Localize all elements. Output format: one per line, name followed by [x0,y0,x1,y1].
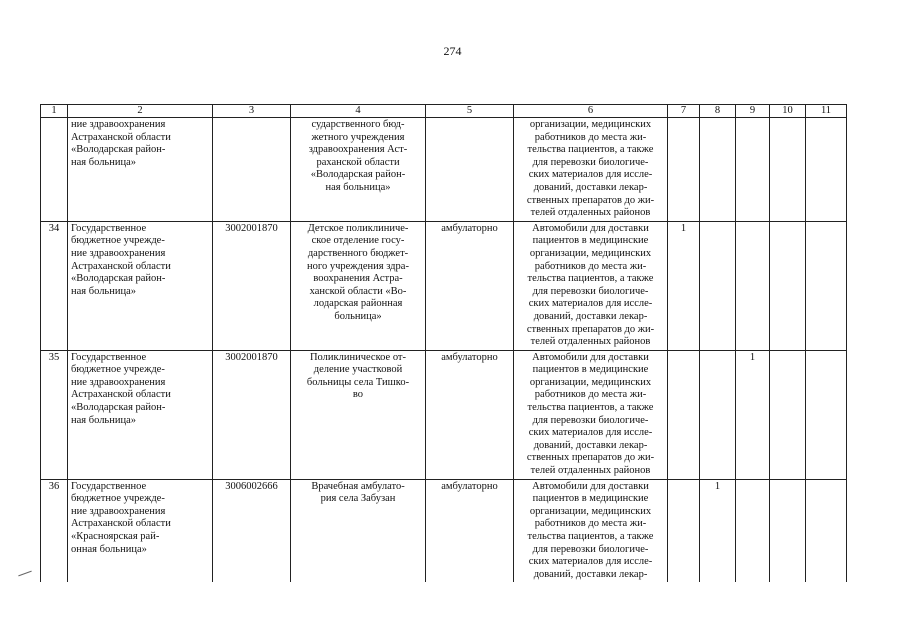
care-type [426,118,514,222]
row-number: 34 [41,221,68,350]
table-row [41,479,847,582]
unit-name: сударственного бюд- жетного учреждения здравоохранения Аст- раханской области «Володарская район- ная больница» [291,118,426,222]
count-col-8 [700,118,736,222]
unit-name: Детское поликлиниче- ское отделение госу- дарственного бюджет- ного учреждения здра- воохранения Астра- ханской области «Во- лодарская районная больница» [291,221,426,350]
column-header-2: 2 [68,105,213,118]
care-type: амбулаторно [426,479,514,582]
count-col-8: 1 [700,479,736,582]
count-col-7: 1 [668,221,700,350]
count-col-11 [806,221,847,350]
count-col-11 [806,118,847,222]
care-type: амбулаторно [426,221,514,350]
column-header-3: 3 [213,105,291,118]
care-type: амбулаторно [426,350,514,479]
organization-name: ние здравоохранения Астраханской области «Володарская район- ная больница» [68,118,213,222]
count-col-10 [770,479,806,582]
count-col-11 [806,350,847,479]
count-col-8 [700,221,736,350]
count-col-9: 1 [736,350,770,479]
count-col-9 [736,118,770,222]
inn-code: 3002001870 [213,350,291,479]
count-col-9 [736,221,770,350]
count-col-10 [770,221,806,350]
row-number: 35 [41,350,68,479]
count-col-7 [668,350,700,479]
scan-mark [18,571,31,577]
count-col-7 [668,118,700,222]
column-header-4: 4 [291,105,426,118]
column-header-10: 10 [770,105,806,118]
unit-name: Поликлиническое от- деление участковой больницы села Тишко- во [291,350,426,479]
column-header-11: 11 [806,105,847,118]
vehicle-purpose: организации, медицинских работников до места жи- тельства пациентов, а также для перевозки биологиче- ских материалов для иссле- дований, доставки лекар- ственных препаратов до жи- телей отдаленных районов [514,118,668,222]
count-col-10 [770,118,806,222]
count-col-8 [700,350,736,479]
vehicle-purpose: Автомобили для доставки пациентов в медицинские организации, медицинских работников до места жи- тельства пациентов, а также для перевозки биологиче- ских материалов для иссле- дований, доставки лекар- [514,479,668,582]
inn-code [213,118,291,222]
row-number [41,118,68,222]
table-row [41,221,847,350]
count-col-11 [806,479,847,582]
vehicle-purpose: Автомобили для доставки пациентов в медицинские организации, медицинских работников до места жи- тельства пациентов, а также для перевозки биологиче- ских материалов для иссле- дований, доставки лекар- ственных препаратов до жи- телей отдаленных районов [514,350,668,479]
unit-name: Врачебная амбулато- рия села Забузан [291,479,426,582]
column-header-1: 1 [41,105,68,118]
column-header-9: 9 [736,105,770,118]
header-row [41,105,847,118]
vehicle-purpose: Автомобили для доставки пациентов в медицинские организации, медицинских работников до места жи- тельства пациентов, а также для перевозки биологиче- ских материалов для иссле- дований, доставки лекар- ственных препаратов до жи- телей отдаленных районов [514,221,668,350]
organization-name: Государственное бюджетное учрежде- ние здравоохранения Астраханской области «Володарская район- ная больница» [68,350,213,479]
count-col-10 [770,350,806,479]
vehicles-table [40,104,847,582]
organization-name: Государственное бюджетное учрежде- ние здравоохранения Астраханской области «Володарская район- ная больница» [68,221,213,350]
column-header-8: 8 [700,105,736,118]
row-number: 36 [41,479,68,582]
table-row [41,350,847,479]
count-col-9 [736,479,770,582]
column-header-7: 7 [668,105,700,118]
count-col-7 [668,479,700,582]
inn-code: 3006002666 [213,479,291,582]
column-header-6: 6 [514,105,668,118]
inn-code: 3002001870 [213,221,291,350]
column-header-5: 5 [426,105,514,118]
table-row [41,118,847,222]
page-number: 274 [443,44,462,58]
organization-name: Государственное бюджетное учрежде- ние здравоохранения Астраханской области «Красноярская рай- онная больница» [68,479,213,582]
